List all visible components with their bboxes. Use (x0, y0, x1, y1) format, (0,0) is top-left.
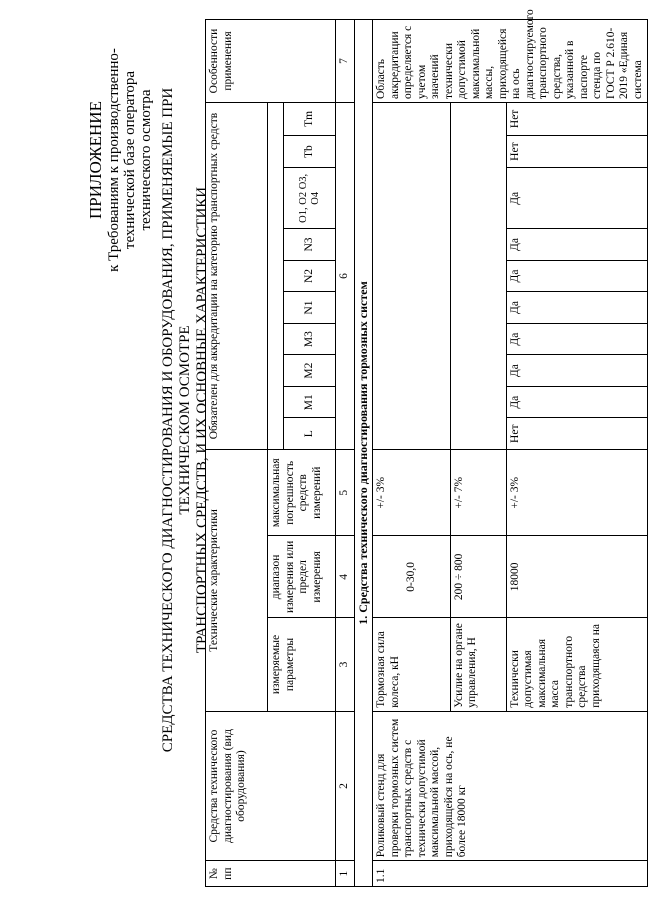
error-cell: +/- 7% (450, 450, 506, 536)
header-means: Средства технического диагностирования (вид оборудования) (206, 711, 336, 861)
header-tech: Технические характеристики (206, 450, 268, 712)
cat-o: O1, O2 O3, O4 (284, 168, 336, 229)
header-spacer (268, 103, 284, 450)
col-number: 2 (336, 711, 355, 861)
cat-value-m2: Да (506, 355, 647, 387)
category-empty (450, 103, 506, 450)
header-num: № пп (206, 861, 336, 887)
col-number: 5 (336, 450, 355, 536)
col-number: 7 (336, 20, 355, 103)
title-line-1: СРЕДСТВА ТЕХНИЧЕСКОГО ДИАГНОСТИРОВАНИЯ И ОБОРУДОВАНИЯ, ПРИМЕНЯЕМЫЕ ПРИ ТЕХНИЧЕСКОМ ОСМОТРЕ (160, 87, 193, 753)
range-cell: 0-30,0 (373, 536, 451, 618)
error-cell: +/- 3% (373, 450, 451, 536)
cat-tm: Tm (284, 103, 336, 136)
header-features: Особенности применения (206, 20, 336, 103)
appendix-line-3: технического осмотра (138, 89, 154, 231)
col-number: 4 (336, 536, 355, 618)
param-cell: Усилие на органе управления, Н (450, 618, 506, 711)
cat-value-n2: Да (506, 260, 647, 292)
row-features: Область аккредитации определяется с учетом значений технически допустимой максимальной массы, приходящейся на ось диагностируемого транспортного средства, указанной в паспорте стенда по ГОСТ Р 2.610-2019 «Единая система (373, 20, 648, 103)
title-line-2: ТРАНСПОРТНЫХ СРЕДСТВ, И ИХ ОСНОВНЫЕ ХАРАКТЕРИСТИКИ (194, 186, 210, 654)
cat-l: L (284, 418, 336, 450)
page-title (160, 45, 211, 795)
cat-m3: M3 (284, 323, 336, 355)
cat-value-tm: Нет (506, 103, 647, 136)
appendix-heading: ПРИЛОЖЕНИЕ (86, 101, 105, 219)
range-cell: 18000 (506, 536, 647, 618)
cat-value-m1: Да (506, 386, 647, 418)
col-number: 1 (336, 861, 355, 887)
col-number: 3 (336, 618, 355, 711)
cat-m1: M1 (284, 386, 336, 418)
equipment-table (205, 9, 648, 887)
cat-value-l: Нет (506, 418, 647, 450)
header-range: диапазон измерения или предел измерения (268, 536, 336, 618)
header-params: измеряемые параметры (268, 618, 336, 711)
cat-value-n1: Да (506, 292, 647, 324)
cat-n1: N1 (284, 292, 336, 324)
header-mandatory: Обязателен для аккредитации на категорию транспортных средств (206, 103, 268, 450)
cat-tb: Tb (284, 135, 336, 168)
cat-value-o: Да (506, 168, 647, 229)
cat-n2: N2 (284, 260, 336, 292)
row-name: Роликовый стенд для проверки тормозных систем транспортных средств с технически допустимой максимальной массой, приходящейся на ось, не более 18000 кг (373, 711, 648, 861)
cat-value-n3: Да (506, 229, 647, 261)
cat-value-m3: Да (506, 323, 647, 355)
col-number: 6 (336, 103, 355, 450)
range-cell: 200 ÷ 800 (450, 536, 506, 618)
appendix-line-2: технической базе оператора (122, 70, 138, 250)
cat-value-tb: Нет (506, 135, 647, 168)
cat-m2: M2 (284, 355, 336, 387)
appendix-line-1: к Требованиям к производственно- (106, 48, 122, 272)
category-empty (373, 103, 451, 450)
appendix-block (88, 30, 154, 290)
row-num: 1.1 (373, 861, 648, 887)
error-cell: +/- 3% (506, 450, 647, 536)
param-cell: Тормозная сила колеса, кН (373, 618, 451, 711)
section-title: 1. Средства технического диагностирования тормозных систем (354, 20, 373, 887)
param-cell: Технически допустимая максимальная масса транспортного средства приходящаяся на (506, 618, 647, 711)
cat-n3: N3 (284, 229, 336, 261)
header-error: максимальная погрешность средств измерений (268, 450, 336, 536)
